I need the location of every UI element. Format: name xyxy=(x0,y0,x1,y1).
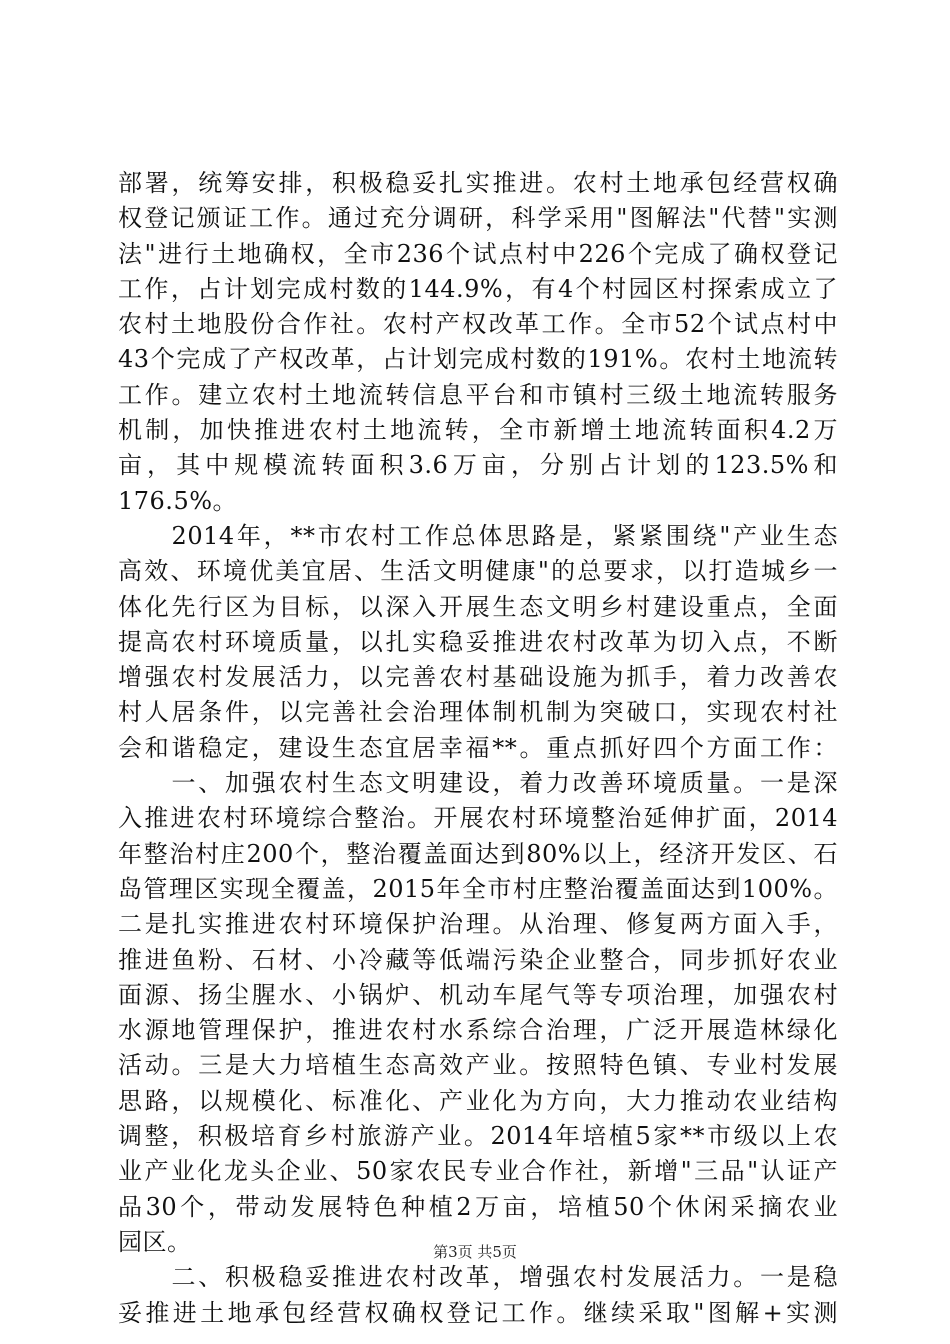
text-line: 年整治村庄200个，整治覆盖面达到80%以上，经济开发区、石 xyxy=(118,839,838,868)
text-line: 妥推进土地承包经营权确权登记工作。继续采取"图解+实测 xyxy=(118,1298,838,1327)
text-line: 村人居条件，以完善社会治理体制机制为突破口，实现农村社 xyxy=(118,698,838,727)
text-line: 2014年，**市农村工作总体思路是，紧紧围绕"产业生态 xyxy=(118,521,838,550)
text-line: 一、加强农村生态文明建设，着力改善环境质量。一是深 xyxy=(118,769,838,798)
text-line: 会和谐稳定，建设生态宜居幸福**。重点抓好四个方面工作： xyxy=(118,733,838,762)
text-line: 思路，以规模化、标准化、产业化为方向，大力推动农业结构 xyxy=(118,1086,838,1115)
text-line: 提高农村环境质量，以扎实稳妥推进农村改革为切入点，不断 xyxy=(118,627,838,656)
text-line: 亩，其中规模流转面积3.6万亩，分别占计划的123.5%和 xyxy=(118,451,838,480)
text-line: 部署，统筹安排，积极稳妥扎实推进。农村土地承包经营权确 xyxy=(118,169,838,197)
text-line: 品30个，带动发展特色种植2万亩，培植50个休闲采摘农业 xyxy=(118,1192,838,1221)
text-line: 176.5%。 xyxy=(118,486,238,515)
document-body xyxy=(118,166,838,1331)
text-line: 调整，积极培育乡村旅游产业。2014年培植5家**市级以上农 xyxy=(118,1122,838,1151)
text-line: 园区。 xyxy=(118,1227,192,1256)
text-line: 增强农村发展活力，以完善农村基础设施为抓手，着力改善农 xyxy=(118,663,838,692)
text-line: 机制，加快推进农村土地流转，全市新增土地流转面积4.2万 xyxy=(118,416,838,445)
text-line: 入推进农村环境综合整治。开展农村环境整治延伸扩面，2014 xyxy=(118,804,838,833)
text-line: 农村土地股份合作社。农村产权改革工作。全市52个试点村中 xyxy=(118,310,838,339)
text-line: 二是扎实推进农村环境保护治理。从治理、修复两方面入手， xyxy=(118,910,838,939)
page-number-footer: 第3页 共5页 xyxy=(433,1243,517,1261)
text-line: 面源、扬尘腥水、小锅炉、机动车尾气等专项治理，加强农村 xyxy=(118,980,838,1009)
text-line: 权登记颁证工作。通过充分调研，科学采用"图解法"代替"实测 xyxy=(118,204,838,233)
text-line: 岛管理区实现全覆盖，2015年全市村庄整治覆盖面达到100%。 xyxy=(118,874,838,903)
text-line: 工作。建立农村土地流转信息平台和市镇村三级土地流转服务 xyxy=(118,380,838,409)
text-line: 水源地管理保护，推进农村水系综合治理，广泛开展造林绿化 xyxy=(118,1016,838,1045)
text-line: 法"进行土地确权，全市236个试点村中226个完成了确权登记 xyxy=(118,239,838,268)
text-line: 43个完成了产权改革，占计划完成村数的191%。农村土地流转 xyxy=(118,345,838,374)
text-line: 体化先行区为目标，以深入开展生态文明乡村建设重点，全面 xyxy=(118,592,838,621)
text-line: 工作，占计划完成村数的144.9%，有4个村园区村探索成立了 xyxy=(118,274,838,303)
text-line: 推进鱼粉、石材、小冷藏等低端污染企业整合，同步抓好农业 xyxy=(118,945,838,974)
text-line: 业产业化龙头企业、50家农民专业合作社，新增"三品"认证产 xyxy=(118,1157,838,1186)
text-line: 活动。三是大力培植生态高效产业。按照特色镇、专业村发展 xyxy=(118,1051,838,1080)
text-line: 高效、环境优美宜居、生活文明健康"的总要求，以打造城乡一 xyxy=(118,557,838,586)
text-line: 二、积极稳妥推进农村改革，增强农村发展活力。一是稳 xyxy=(118,1263,838,1292)
